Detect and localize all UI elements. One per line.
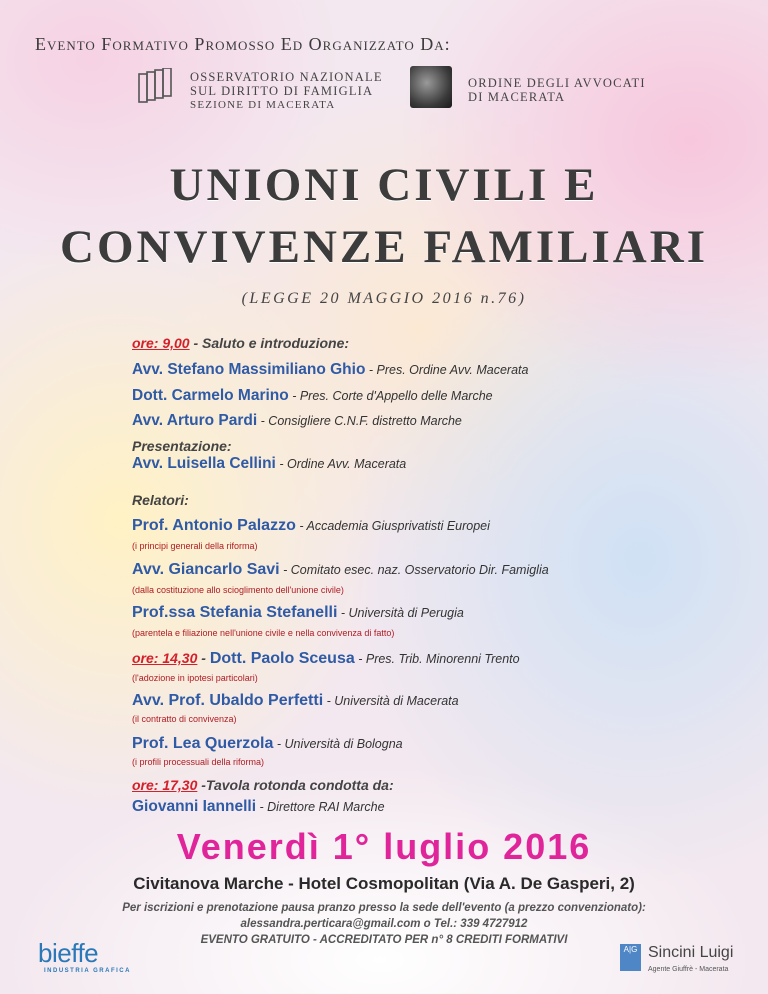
- speaker-role: - Accademia Giusprivatisti Europei: [295, 519, 490, 533]
- speaker-name: Prof. Antonio Palazzo: [132, 517, 296, 534]
- org1-line2: SUL DIRITTO DI FAMIGLIA: [190, 84, 374, 98]
- organizer-heading: Evento Formativo Promosso Ed Organizzato Da:: [35, 34, 451, 54]
- topic-stefanelli: (parentela e filiazione nell'unione civile e nella convivenza di fatto): [132, 628, 395, 638]
- relatori-label: Relatori:: [132, 492, 189, 508]
- speaker-name: Avv. Luisella Cellini: [132, 455, 276, 472]
- speaker-marino: [132, 387, 493, 405]
- speaker-role: - Consigliere C.N.F. distretto Marche: [257, 414, 462, 428]
- speaker-name: Prof. Lea Querzola: [132, 735, 274, 752]
- topic-savi: (dalla costituzione allo scioglimento dell'unione civile): [132, 585, 344, 595]
- sincini-logo: Sincini Luigi: [648, 944, 734, 961]
- title-line1: UNIONI CIVILI E: [169, 159, 599, 211]
- speaker-name: Dott. Carmelo Marino: [132, 387, 289, 404]
- relatore-perfetti: [132, 692, 459, 710]
- event-venue: Civitanova Marche - Hotel Cosmopolitan (Via A. De Gasperi, 2): [133, 874, 635, 893]
- speaker-pardi: [132, 412, 462, 430]
- sincini-subtitle: Agente Giuffrè - Macerata: [648, 966, 729, 973]
- speaker-ghio: [132, 361, 528, 379]
- credits-info: EVENTO GRATUITO - ACCREDITATO PER n° 8 CREDITI FORMATIVI: [200, 934, 568, 946]
- tavola-label: -Tavola rotonda condotta da:: [197, 777, 394, 793]
- tavola-line: [132, 777, 394, 795]
- topic-perfetti: (il contratto di convivenza): [132, 714, 237, 724]
- speaker-name: Avv. Stefano Massimiliano Ghio: [132, 361, 366, 378]
- topic-sceusa: (l'adozione in ipotesi particolari): [132, 673, 258, 683]
- speaker-role: - Università di Macerata: [323, 694, 459, 708]
- org1-line3: SEZIONE DI MACERATA: [190, 99, 336, 111]
- presenter-cellini: [132, 455, 406, 473]
- relatore-stefanelli: [132, 604, 464, 622]
- speaker-role: - Pres. Corte d'Appello delle Marche: [288, 389, 493, 403]
- event-date: Venerdì 1° luglio 2016: [176, 826, 592, 867]
- speaker-name: Giovanni Iannelli: [132, 798, 257, 815]
- relatore-sceusa: ore: 14,30 - Dott. Paolo Sceusa - Pres. Trib. Minorenni Trento: [132, 650, 520, 667]
- speaker-role: - Pres. Trib. Minorenni Trento: [354, 652, 520, 666]
- relatore-savi: [132, 561, 549, 579]
- speaker-name: Avv. Prof. Ubaldo Perfetti: [132, 692, 324, 709]
- org2-line2: DI MACERATA: [468, 90, 566, 104]
- ag-logo-icon: A|G: [620, 944, 641, 971]
- speaker-name: Prof.ssa Stefania Stefanelli: [132, 604, 338, 621]
- speaker-role: - Direttore RAI Marche: [256, 800, 385, 814]
- org2-line1: ORDINE DEGLI AVVOCATI: [468, 76, 646, 90]
- presentazione-label: Presentazione:: [132, 438, 232, 454]
- law-subtitle: (LEGGE 20 MAGGIO 2016 n.76): [241, 290, 527, 307]
- registration-info: Per iscrizioni e prenotazione pausa pranzo presso la sede dell'evento (a prezzo convenzionato):: [122, 902, 646, 914]
- speaker-role: - Pres. Ordine Avv. Macerata: [365, 363, 529, 377]
- speaker-role: - Università di Perugia: [337, 606, 464, 620]
- speaker-name: Avv. Giancarlo Savi: [132, 561, 280, 578]
- speaker-name: Avv. Arturo Pardi: [132, 412, 258, 429]
- contact-info: alessandra.perticara@gmail.com o Tel.: 339 4727912: [240, 918, 528, 930]
- speaker-name: Dott. Paolo Sceusa: [209, 650, 355, 667]
- speaker-role: - Comitato esec. naz. Osservatorio Dir. Famiglia: [279, 563, 549, 577]
- bieffe-subtitle: INDUSTRIA GRAFICA: [44, 968, 131, 974]
- time-17: ore: 17,30: [132, 777, 198, 793]
- time-14: ore: 14,30: [132, 650, 198, 666]
- ordine-avvocati-logo-icon: [410, 66, 452, 108]
- speaker-role: - Università di Bologna: [273, 737, 403, 751]
- bieffe-logo: bieffe: [38, 938, 99, 968]
- speaker-role: - Ordine Avv. Macerata: [275, 457, 407, 471]
- relatore-palazzo: [132, 517, 490, 535]
- time-9: ore: 9,00: [132, 335, 190, 351]
- books-logo-icon: [137, 68, 173, 106]
- ordine-logo-text: [468, 76, 646, 104]
- intro-label: - Saluto e introduzione:: [189, 335, 350, 351]
- intro-line: [132, 335, 349, 353]
- org1-line1: OSSERVATORIO NAZIONALE: [190, 70, 383, 84]
- topic-querzola: (i profili processuali della riforma): [132, 757, 265, 767]
- topic-palazzo: (i principi generali della riforma): [132, 541, 258, 551]
- osservatorio-logo-text: [190, 70, 383, 112]
- moderator-iannelli: [132, 798, 385, 816]
- relatore-querzola: [132, 735, 403, 753]
- title-line2: CONVIVENZE FAMILIARI: [60, 221, 708, 273]
